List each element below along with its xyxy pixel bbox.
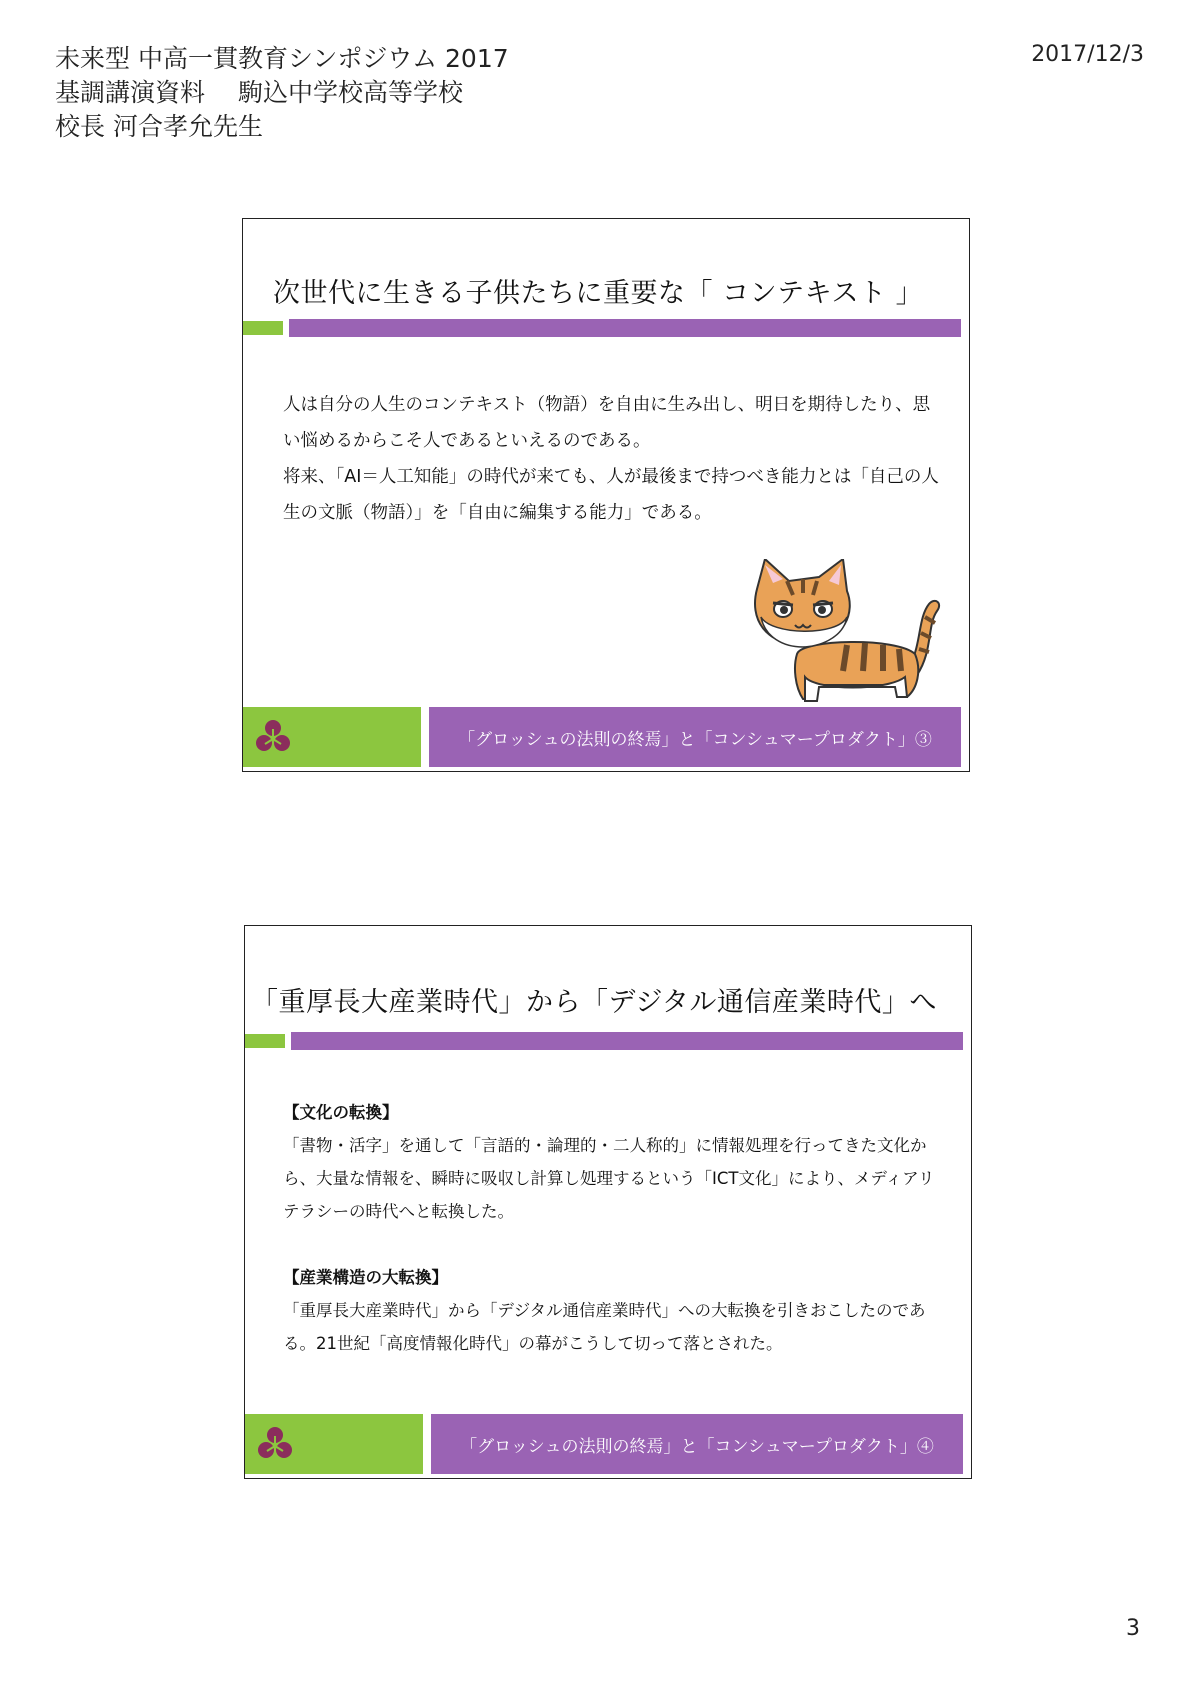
- document-header: [55, 42, 509, 144]
- school-emblem-icon: [255, 1424, 295, 1464]
- body-paragraph: 人は自分の人生のコンテキスト（物語）を自由に生み出し、明日を期待したり、思い悩めるからこそ人であるといえるのである。: [283, 395, 931, 451]
- body-paragraph: 将来、「AI＝人工知能」の時代が来ても、人が最後まで持つべき能力とは「自己の人生の文脈（物語）」を「自由に編集する能力」である。: [283, 467, 939, 523]
- slide-title: 次世代に生きる子供たちに重要な「 コンテキスト 」: [273, 278, 924, 309]
- title-divider-bar: [243, 319, 969, 337]
- header-material-title: 基調講演資料 駒込中学校高等学校: [55, 78, 463, 107]
- school-emblem-icon: [253, 717, 293, 757]
- slide-body: [283, 1096, 947, 1360]
- slide-footer: [245, 1414, 971, 1478]
- section-heading: 【産業構造の大転換】: [283, 1268, 448, 1287]
- footer-green-panel: [243, 707, 421, 767]
- divider-green-block: [243, 321, 283, 335]
- footer-caption: 「グロッシュの法則の終焉」と「コンシュマープロダクト」④: [431, 1414, 963, 1474]
- slide-title: 「重厚長大産業時代」から「デジタル通信産業時代」へ: [251, 987, 937, 1018]
- page-number: 3: [1126, 1616, 1140, 1641]
- title-divider-bar: [245, 1032, 971, 1050]
- slide-footer: [243, 707, 969, 771]
- cat-icon: [747, 559, 947, 709]
- slide-body: [283, 387, 945, 531]
- header-speaker: 校長 河合孝允先生: [55, 112, 263, 141]
- section-text: 「重厚長大産業時代」から「デジタル通信産業時代」への大転換を引きおこしたのである。21世紀「高度情報化時代」の幕がこうして切って落とされた。: [283, 1301, 926, 1353]
- divider-purple-block: [289, 319, 961, 337]
- section-text: 「書物・活字」を通して「言語的・論理的・二人称的」に情報処理を行ってきた文化から、大量な情報を、瞬時に吸収し計算し処理するという「ICT文化」により、メディアリテラシーの時代へと転換した。: [283, 1136, 935, 1221]
- slide-industry-shift: [244, 925, 972, 1479]
- header-symposium-title: 未来型 中高一貫教育シンポジウム 2017: [55, 44, 509, 73]
- divider-green-block: [245, 1034, 285, 1048]
- section-heading: 【文化の転換】: [283, 1103, 399, 1122]
- footer-caption: 「グロッシュの法則の終焉」と「コンシュマープロダクト」③: [429, 707, 961, 767]
- divider-purple-block: [291, 1032, 963, 1050]
- slide-context: [242, 218, 970, 772]
- footer-green-panel: [245, 1414, 423, 1474]
- header-date: 2017/12/3: [1031, 42, 1144, 67]
